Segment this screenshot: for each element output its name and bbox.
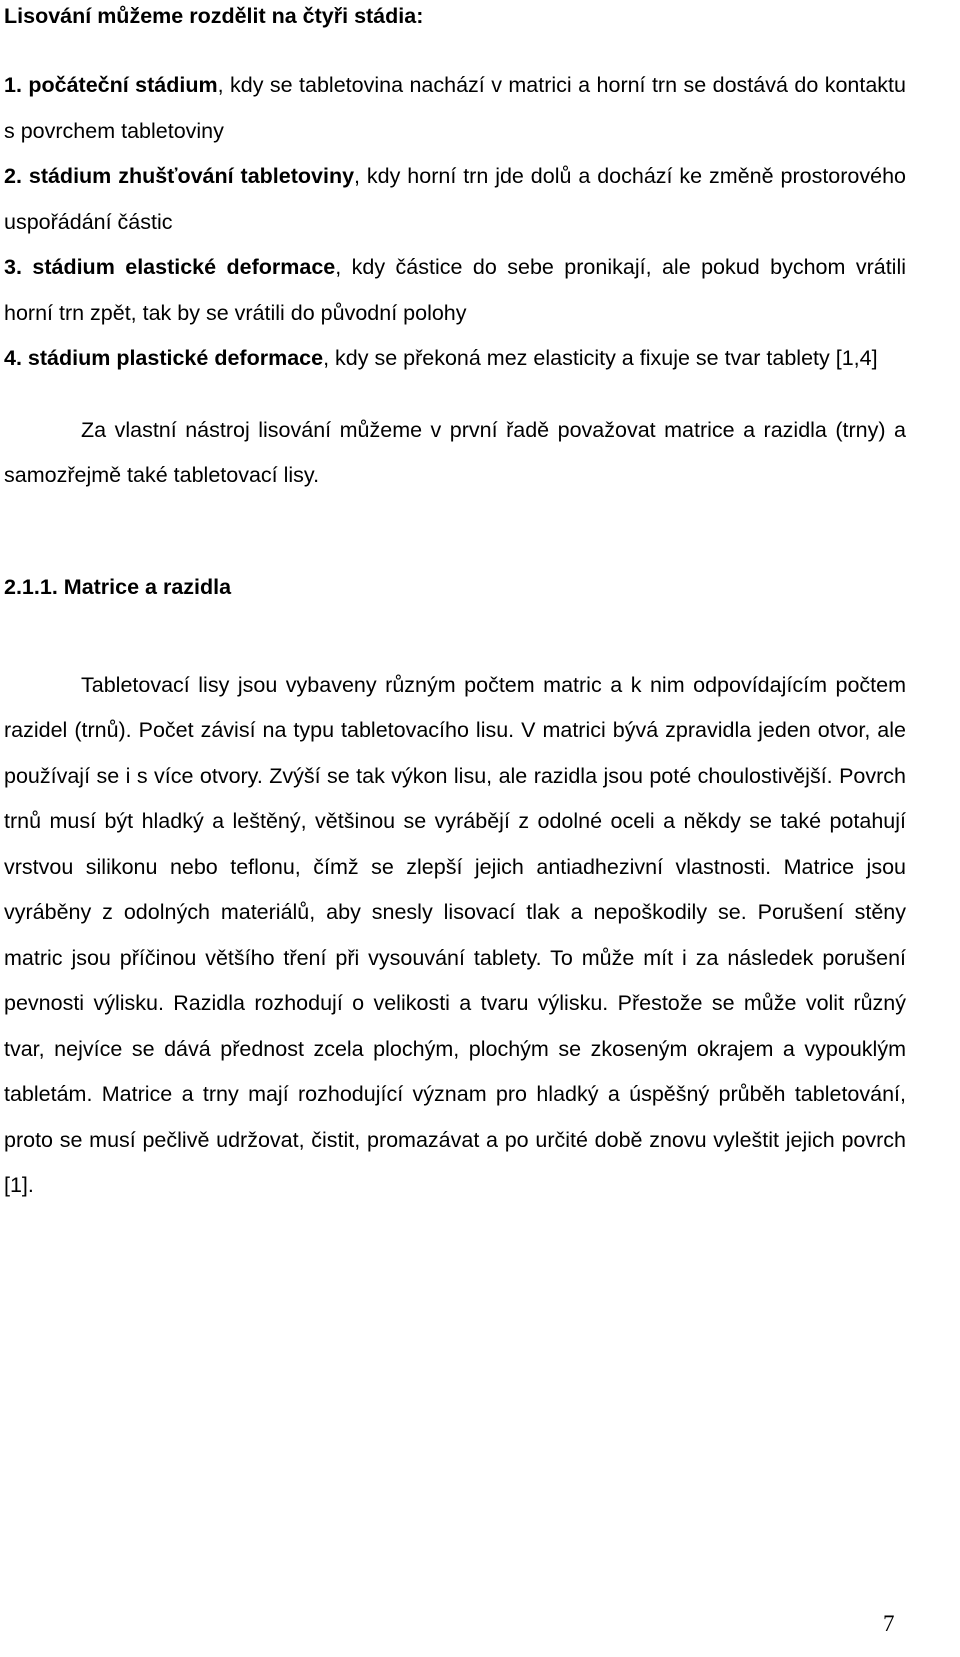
stage-item [4, 63, 906, 154]
page-number: 7 [883, 1611, 895, 1636]
stage-item [4, 245, 906, 336]
stage-number: 2. [4, 164, 22, 188]
stage-term: počáteční stádium [28, 73, 218, 97]
stage-item [4, 336, 906, 382]
matrices-paragraph: Tabletovací lisy jsou vybaveny různým počtem matric a k nim odpovídajícím počtem razidel (trnů). Počet závisí na typu tabletovacího lisu. V matrici bývá zpravidla jeden otvor, ale používají se i s více otvory. Zvýší se tak výkon lisu, ale razidla jsou poté choulostivější. Povrch trnů musí být hladký a leštěný, většinou se vyrábějí z odolné oceli a někdy se také potahují vrstvou silikonu nebo teflonu, čímž se zlepší jejich antiadhezivní vlastnosti. Matrice jsou vyráběny z odolných materiálů, aby snesly lisovací tlak a nepoškodily se. Porušení stěny matric jsou příčinou většího tření při vysouvání tablety. To může mít i za následek porušení pevnosti výlisku. Razidla rozhodují o velikosti a tvaru výlisku. Přestože se může volit různý tvar, nejvíce se dává přednost zcela plochým, plochým se zkoseným okrajem a vypouklým tabletám. Matrice a trny mají rozhodující význam pro hladký a úspěšný průběh tabletování, proto se musí pečlivě udržovat, čistit, promazávat a po určité době znovu vyleštit jejich povrch [1]. [4, 672, 906, 1197]
stage-term: stádium zhušťování tabletoviny [28, 164, 355, 188]
stage-item [4, 154, 906, 245]
tools-paragraph: Za vlastní nástroj lisování můžeme v první řadě považovat matrice a razidla (trny) a samozřejmě také tabletovací lisy. [4, 417, 906, 487]
stages-list [4, 63, 906, 382]
stage-description: , kdy částice do sebe pronikají, ale pokud bychom vrátili horní trn zpět, tak by se vrátili do původní polohy [4, 255, 906, 325]
stages-heading: Lisování můžeme rozdělit na čtyři stádia: [4, 4, 424, 28]
section-heading [4, 574, 906, 600]
document-page [4, 0, 906, 1209]
stage-description: , kdy se překoná mez elasticity a fixuje se tvar tablety [1,4] [323, 346, 878, 370]
stage-number: 3. [4, 255, 22, 279]
section-number: 2.1.1. [4, 574, 58, 599]
stage-description: , kdy se tabletovina nachází v matrici a horní trn se dostává do kontaktu s povrchem tabletoviny [4, 73, 906, 143]
stage-description: , kdy horní trn jde dolů a dochází ke změně prostorového uspořádání částic [4, 164, 906, 234]
stage-number: 4. [4, 346, 22, 370]
stage-number: 1. [4, 73, 22, 97]
stage-term: stádium elastické deformace [32, 255, 336, 279]
section-title: Matrice a razidla [63, 574, 232, 599]
stage-term: stádium plastické deformace [27, 346, 324, 370]
